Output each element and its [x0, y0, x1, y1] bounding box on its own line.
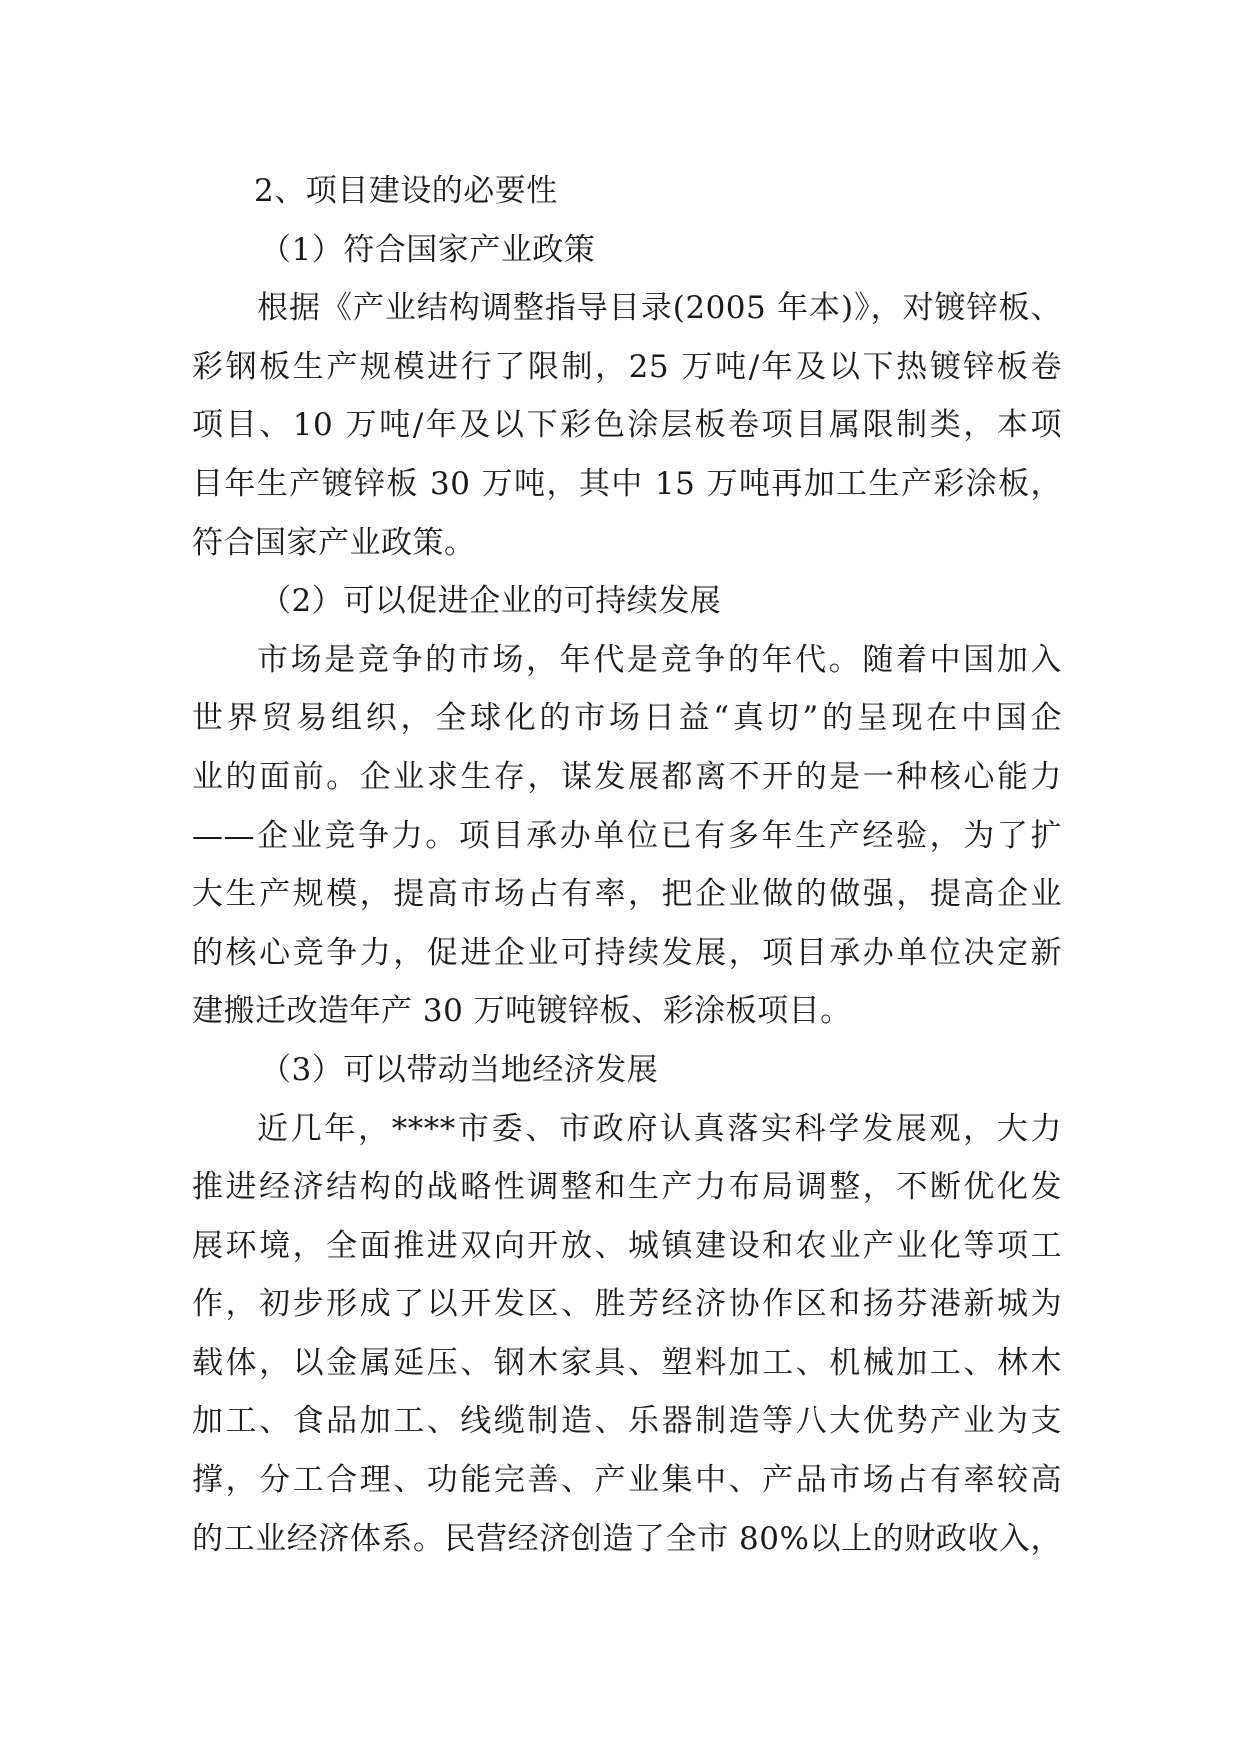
paragraph-line: 展环境，全面推进双向开放、城镇建设和农业产业化等项工	[192, 1227, 1062, 1264]
paragraph-line: 大生产规模，提高市场占有率，把企业做的做强，提高企业	[192, 876, 1062, 913]
paragraph-line: 项目、10 万吨/年及以下彩色涂层板卷项目属限制类，本项	[192, 407, 1062, 444]
paragraph-line: 符合国家产业政策。	[192, 524, 476, 561]
paragraph-line: ——企业竞争力。项目承办单位已有多年生产经验，为了扩	[192, 817, 1062, 854]
paragraph-line: 作，初步形成了以开发区、胜芳经济协作区和扬芬港新城为	[192, 1286, 1062, 1323]
paragraph-line: 业的面前。企业求生存，谋发展都离不开的是一种核心能力	[192, 758, 1062, 795]
paragraph-line: 载体，以金属延压、钢木家具、塑料加工、机械加工、林木	[192, 1344, 1062, 1381]
subsection-heading-3: （3）可以带动当地经济发展	[260, 1051, 659, 1088]
paragraph-line: 的核心竞争力，促进企业可持续发展，项目承办单位决定新	[192, 934, 1062, 971]
paragraph-line: 市场是竞争的市场，年代是竞争的年代。随着中国加入	[257, 641, 1062, 678]
paragraph-line: 撑，分工合理、功能完善、产业集中、产品市场占有率较高	[192, 1462, 1062, 1499]
paragraph-line: 世界贸易组织，全球化的市场日益“真切”的呈现在中国企	[192, 700, 1062, 737]
paragraph-line: 建搬迁改造年产 30 万吨镀锌板、彩涂板项目。	[192, 993, 852, 1030]
paragraph-line: 推进经济结构的战略性调整和生产力布局调整，不断优化发	[192, 1169, 1062, 1206]
paragraph-line: 根据《产业结构调整指导目录(2005 年本)》，对镀锌板、	[257, 290, 1062, 327]
subsection-heading-2: （2）可以促进企业的可持续发展	[260, 583, 722, 620]
document-body	[192, 162, 1062, 1568]
paragraph-line: 目年生产镀锌板 30 万吨，其中 15 万吨再加工生产彩涂板，	[192, 465, 1062, 502]
section-heading: 2、项目建设的必要性	[254, 173, 558, 209]
paragraph-line: 彩钢板生产规模进行了限制，25 万吨/年及以下热镀锌板卷	[192, 348, 1062, 385]
paragraph-line: 近几年，****市委、市政府认真落实科学发展观，大力	[257, 1110, 1062, 1147]
paragraph-line: 的工业经济体系。民营经济创造了全市 80%以上的财政收入，	[192, 1520, 1062, 1557]
subsection-heading-1: （1）符合国家产业政策	[260, 231, 596, 268]
paragraph-line: 加工、食品加工、线缆制造、乐器制造等八大优势产业为支	[192, 1403, 1062, 1440]
